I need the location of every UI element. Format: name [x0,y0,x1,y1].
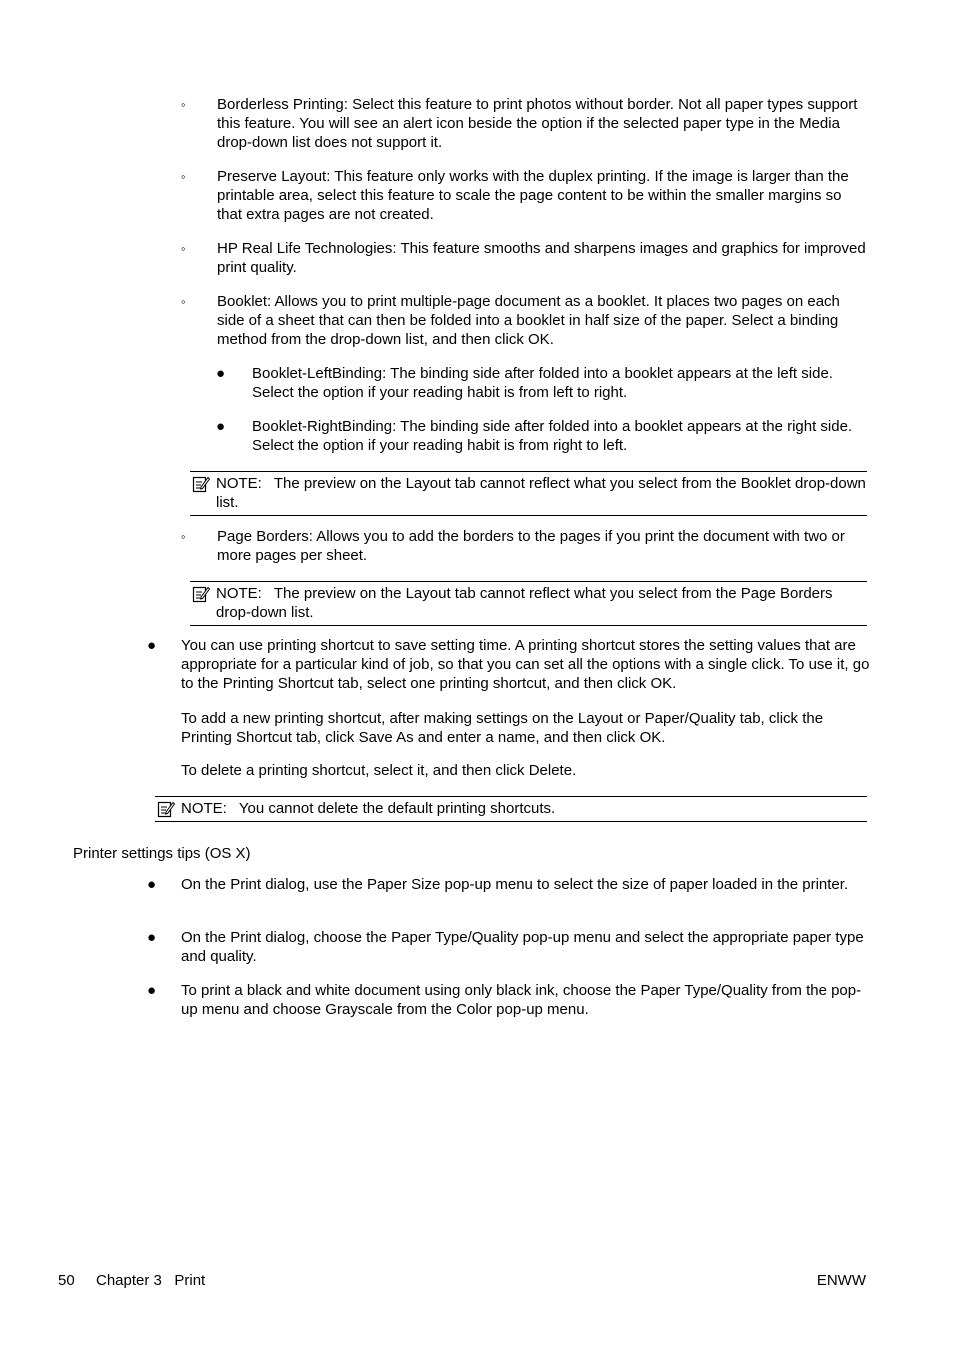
note-pencil-icon [192,475,210,493]
preserve-layout-paragraph: Preserve Layout: This feature only works with the duplex printing. If the image is larger than the printable area, select this feature to scale the page content to be within the smaller margins so that extra pages are not created. [217,168,849,223]
term-borderless-printing: Borderless Printing [217,96,344,113]
term-media: Media [799,115,840,132]
grayscale-paragraph: To print a black and white document using only black ink, choose the Paper Type/Quality from the pop-up menu and choose Grayscale from the Color pop-up menu. [181,982,862,1018]
sub-bullet-marker: ◦ [181,241,186,256]
term-grayscale: Grayscale [325,1001,393,1018]
term-paper-type-quality: Paper Type/Quality [391,929,519,946]
add-shortcut-paragraph: To add a new printing shortcut, after making settings on the Layout or Paper/Quality tab, click the Printing Shortcut tab, click Save As and enter a name, and then click OK. [181,710,824,746]
hp-real-life-paragraph: HP Real Life Technologies: This feature smooths and sharpens images and graphics for improved print quality. [217,240,866,276]
term-booklet: Booklet [740,475,791,492]
section-heading: Printer settings tips (OS X) [73,845,251,862]
note-label: NOTE: [181,800,227,817]
term-printing-shortcut: Printing Shortcut [181,729,292,746]
term-ok: OK [639,729,662,746]
note-pencil-icon [157,800,175,818]
sub-bullet-marker: ◦ [181,529,186,544]
term-paper-type-quality: Paper Type/Quality [640,982,768,999]
sub-bullet-marker: ◦ [181,294,186,309]
term-booklet: Booklet [217,293,268,310]
term-save-as: Save As [358,729,414,746]
term-ok: OK [528,331,550,348]
note-pencil-icon [192,585,210,603]
footer-code: ENWW [816,1272,866,1289]
note-booklet: NOTE: The preview on the Layout tab cannot reflect what you select from the Booklet drop-down list. [190,471,867,516]
bullet-marker: ● [147,637,157,654]
bullet-marker: ● [147,876,157,893]
booklet-paragraph: Booklet: Allows you to print multiple-page document as a booklet. It places two pages on each side of a sheet that can then be folded into a booklet in half size of the paper. Select a binding method from the drop-down list, and then click OK. [217,293,840,348]
printing-shortcut-paragraph: You can use printing shortcut to save setting time. A printing shortcut stores the setting values that are appropriate for a particular kind of job, so that you can set all the options with a single click. To use it, go to the Printing Shortcut tab, select one printing shortcut, and then click OK. [181,637,870,692]
term-right-binding: Booklet-RightBinding [252,418,393,435]
term-layout: Layout [405,475,451,492]
note-label: NOTE: [216,585,262,602]
bullet-marker: ● [147,982,157,999]
term-delete: Delete [528,762,573,779]
left-binding-paragraph: Booklet-LeftBinding: The binding side after folded into a booklet appears at the left side. Select the option if your reading habit is from left to right. [252,365,833,401]
term-page-borders: Page Borders [217,528,309,545]
bullet-marker: ● [216,418,226,435]
bullet-marker: ● [216,365,226,382]
term-ok: OK [650,675,673,692]
sub-bullet-marker: ◦ [181,97,186,112]
note-page-borders: NOTE: The preview on the Layout tab cannot reflect what you select from the Page Borders drop-down list. [190,581,867,626]
paper-size-paragraph: On the Print dialog, use the Paper Size pop-up menu to select the size of paper loaded in the printer. [181,876,849,893]
term-paper-quality: Paper/Quality [644,710,736,727]
term-paper-size: Paper Size [366,876,441,893]
term-left-binding: Booklet-LeftBinding [252,365,383,382]
page-borders-paragraph: Page Borders: Allows you to add the borders to the pages if you print the document with two or more pages per sheet. [217,528,845,564]
bullet-marker: ● [147,929,157,946]
term-layout: Layout [405,585,451,602]
term-layout: Layout [577,710,623,727]
paper-type-paragraph: On the Print dialog, choose the Paper Type/Quality pop-up menu and select the appropriate paper type and quality. [181,929,864,965]
term-page-borders: Page Borders [740,585,833,602]
sub-bullet-marker: ◦ [181,169,186,184]
term-preserve-layout: Preserve Layout [217,168,327,185]
borderless-printing-paragraph: Borderless Printing: Select this feature to print photos without border. Not all paper types support this feature. You will see an alert icon beside the option if the selected paper type in the Media drop-down list does not support it. [217,96,858,151]
term-printing-shortcut: Printing Shortcut [222,675,334,692]
term-hp-real-life: HP Real Life Technologies [217,240,393,257]
delete-shortcut-paragraph: To delete a printing shortcut, select it, and then click Delete. [181,762,577,779]
note-label: NOTE: [216,475,262,492]
footer-chapter: Chapter 3 Print [96,1272,206,1289]
footer-page-number: 50 [58,1272,75,1289]
right-binding-paragraph: Booklet-RightBinding: The binding side after folded into a booklet appears at the right side. Select the option if your reading habit is from right to left. [252,418,853,454]
note-default-shortcuts: NOTE: You cannot delete the default printing shortcuts. [155,796,867,822]
